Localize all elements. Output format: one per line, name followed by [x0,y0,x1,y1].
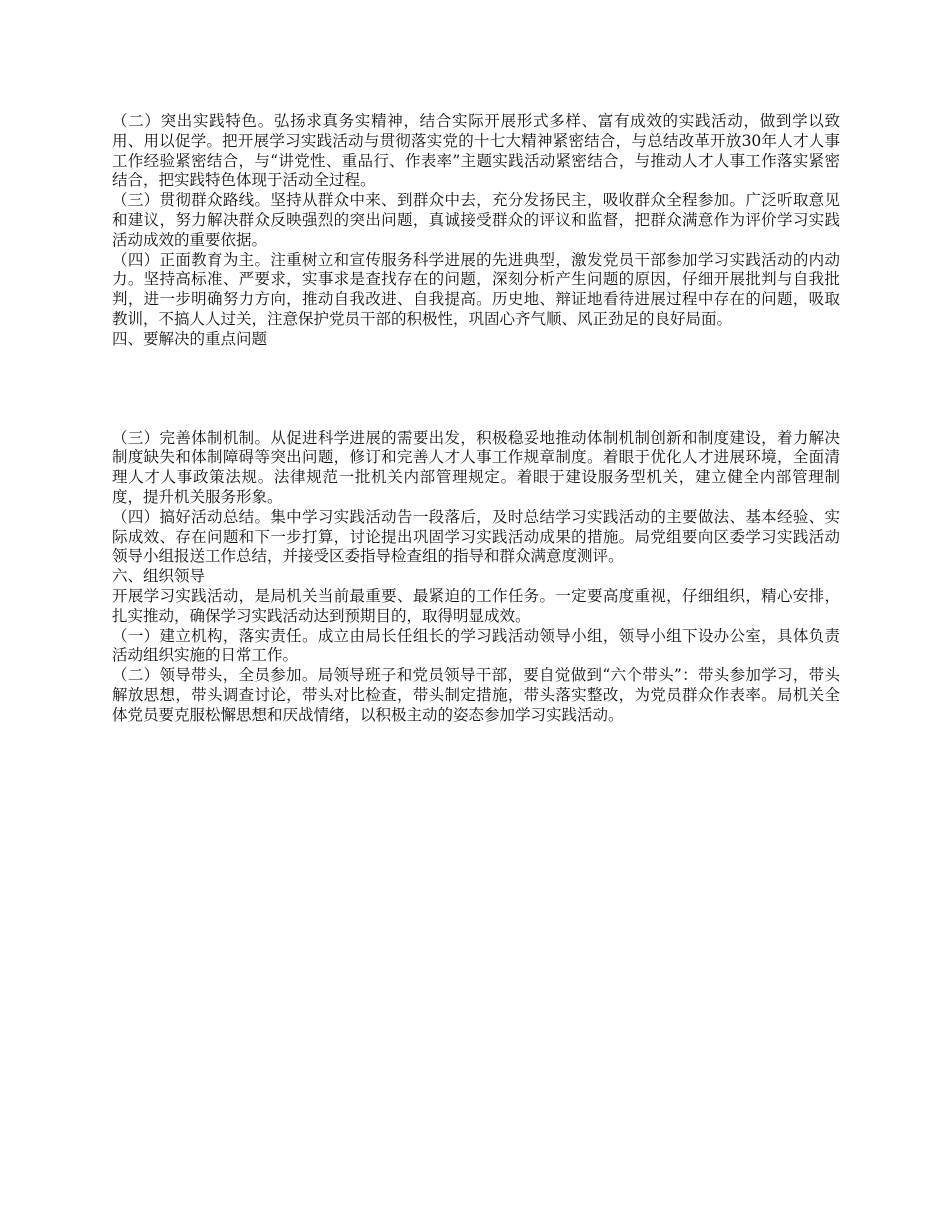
paragraph-positive-education: （四）正面教育为主。注重树立和宣传服务科学进展的先进典型，激发党员干部参加学习实践活动的内动力。坚持高标准、严要求，实事求是查找存在的问题，深刻分析产生问题的原因，仔细开展批判与自我批判，进一步明确努力方向，推动自我改进、自我提高。历史地、辩证地看待进展过程中存在的问题，吸取教训，不搞人人过关，注意保护党员干部的积极性，巩固心齐气顺、风正劲足的良好局面。 [112,250,840,328]
heading-organization-leadership: 六、组织领导 [112,567,206,586]
paragraph-mass-line: （三）贯彻群众路线。坚持从群众中来、到群众中去，充分发扬民主，吸收群众全程参加。广泛听取意见和建议，努力解决群众反映强烈的突出问题，真诚接受群众的评议和监督，把群众满意作为评价学习实践活动成效的重要依据。 [112,191,840,249]
paragraph-leaders-take-lead: （二）领导带头，全员参加。局领导班子和党员领导干部，要自觉做到“六个带头”：带头参加学习，带头解放思想，带头调查讨论，带头对比检查，带头制定措施，带头落实整改，为党员群众作表率。局机关全体党员要克服松懈思想和厌战情绪，以积极主动的姿态参加学习实践活动。 [112,666,840,724]
paragraph-establish-institution: （一）建立机构，落实责任。成立由局长任组长的学习践活动领导小组，领导小组下设办公室，具体负责活动组织实施的日常工作。 [112,626,840,665]
paragraph-activity-summary: （四）搞好活动总结。集中学习实践活动告一段落后，及时总结学习实践活动的主要做法、基本经验、实际成效、存在问题和下一步打算，讨论提出巩固学习实践活动成果的措施。局党组要向区委学习实践活动领导小组报送工作总结，并接受区委指导检查组的指导和群众满意度测评。 [112,507,840,566]
paragraph-practice-features: （二）突出实践特色。弘扬求真务实精神，结合实际开展形式多样、富有成效的实践活动，做到学以致用、用以促学。把开展学习实践活动与贯彻落实党的十七大精神紧密结合，与总结改革开放30年人才人事工作经验紧密结合，与“讲党性、重品行、作表率”主题实践活动紧密结合，与推动人才人事工作落实紧密结合，把实践特色体现于活动全过程。 [112,112,840,190]
blank-gap [112,350,840,429]
paragraph-improve-mechanisms: （三）完善体制机制。从促进科学进展的需要出发，积极稳妥地推动体制机制创新和制度建设，着力解决制度缺失和体制障碍等突出问题，修订和完善人才人事工作规章制度。着眼于优化人才进展环境，全面清理人才人事政策法规。法律规范一批机关内部管理规定。着眼于建设服务型机关，建立健全内部管理制度，提升机关服务形象。 [112,428,840,506]
document-page [112,112,840,726]
heading-key-problems: 四、要解决的重点问题 [112,329,268,348]
paragraph-leadership-intro: 开展学习实践活动，是局机关当前最重要、最紧迫的工作任务。一定要高度重视，仔细组织，精心安排，扎实推动，确保学习实践活动达到预期目的，取得明显成效。 [112,586,840,625]
